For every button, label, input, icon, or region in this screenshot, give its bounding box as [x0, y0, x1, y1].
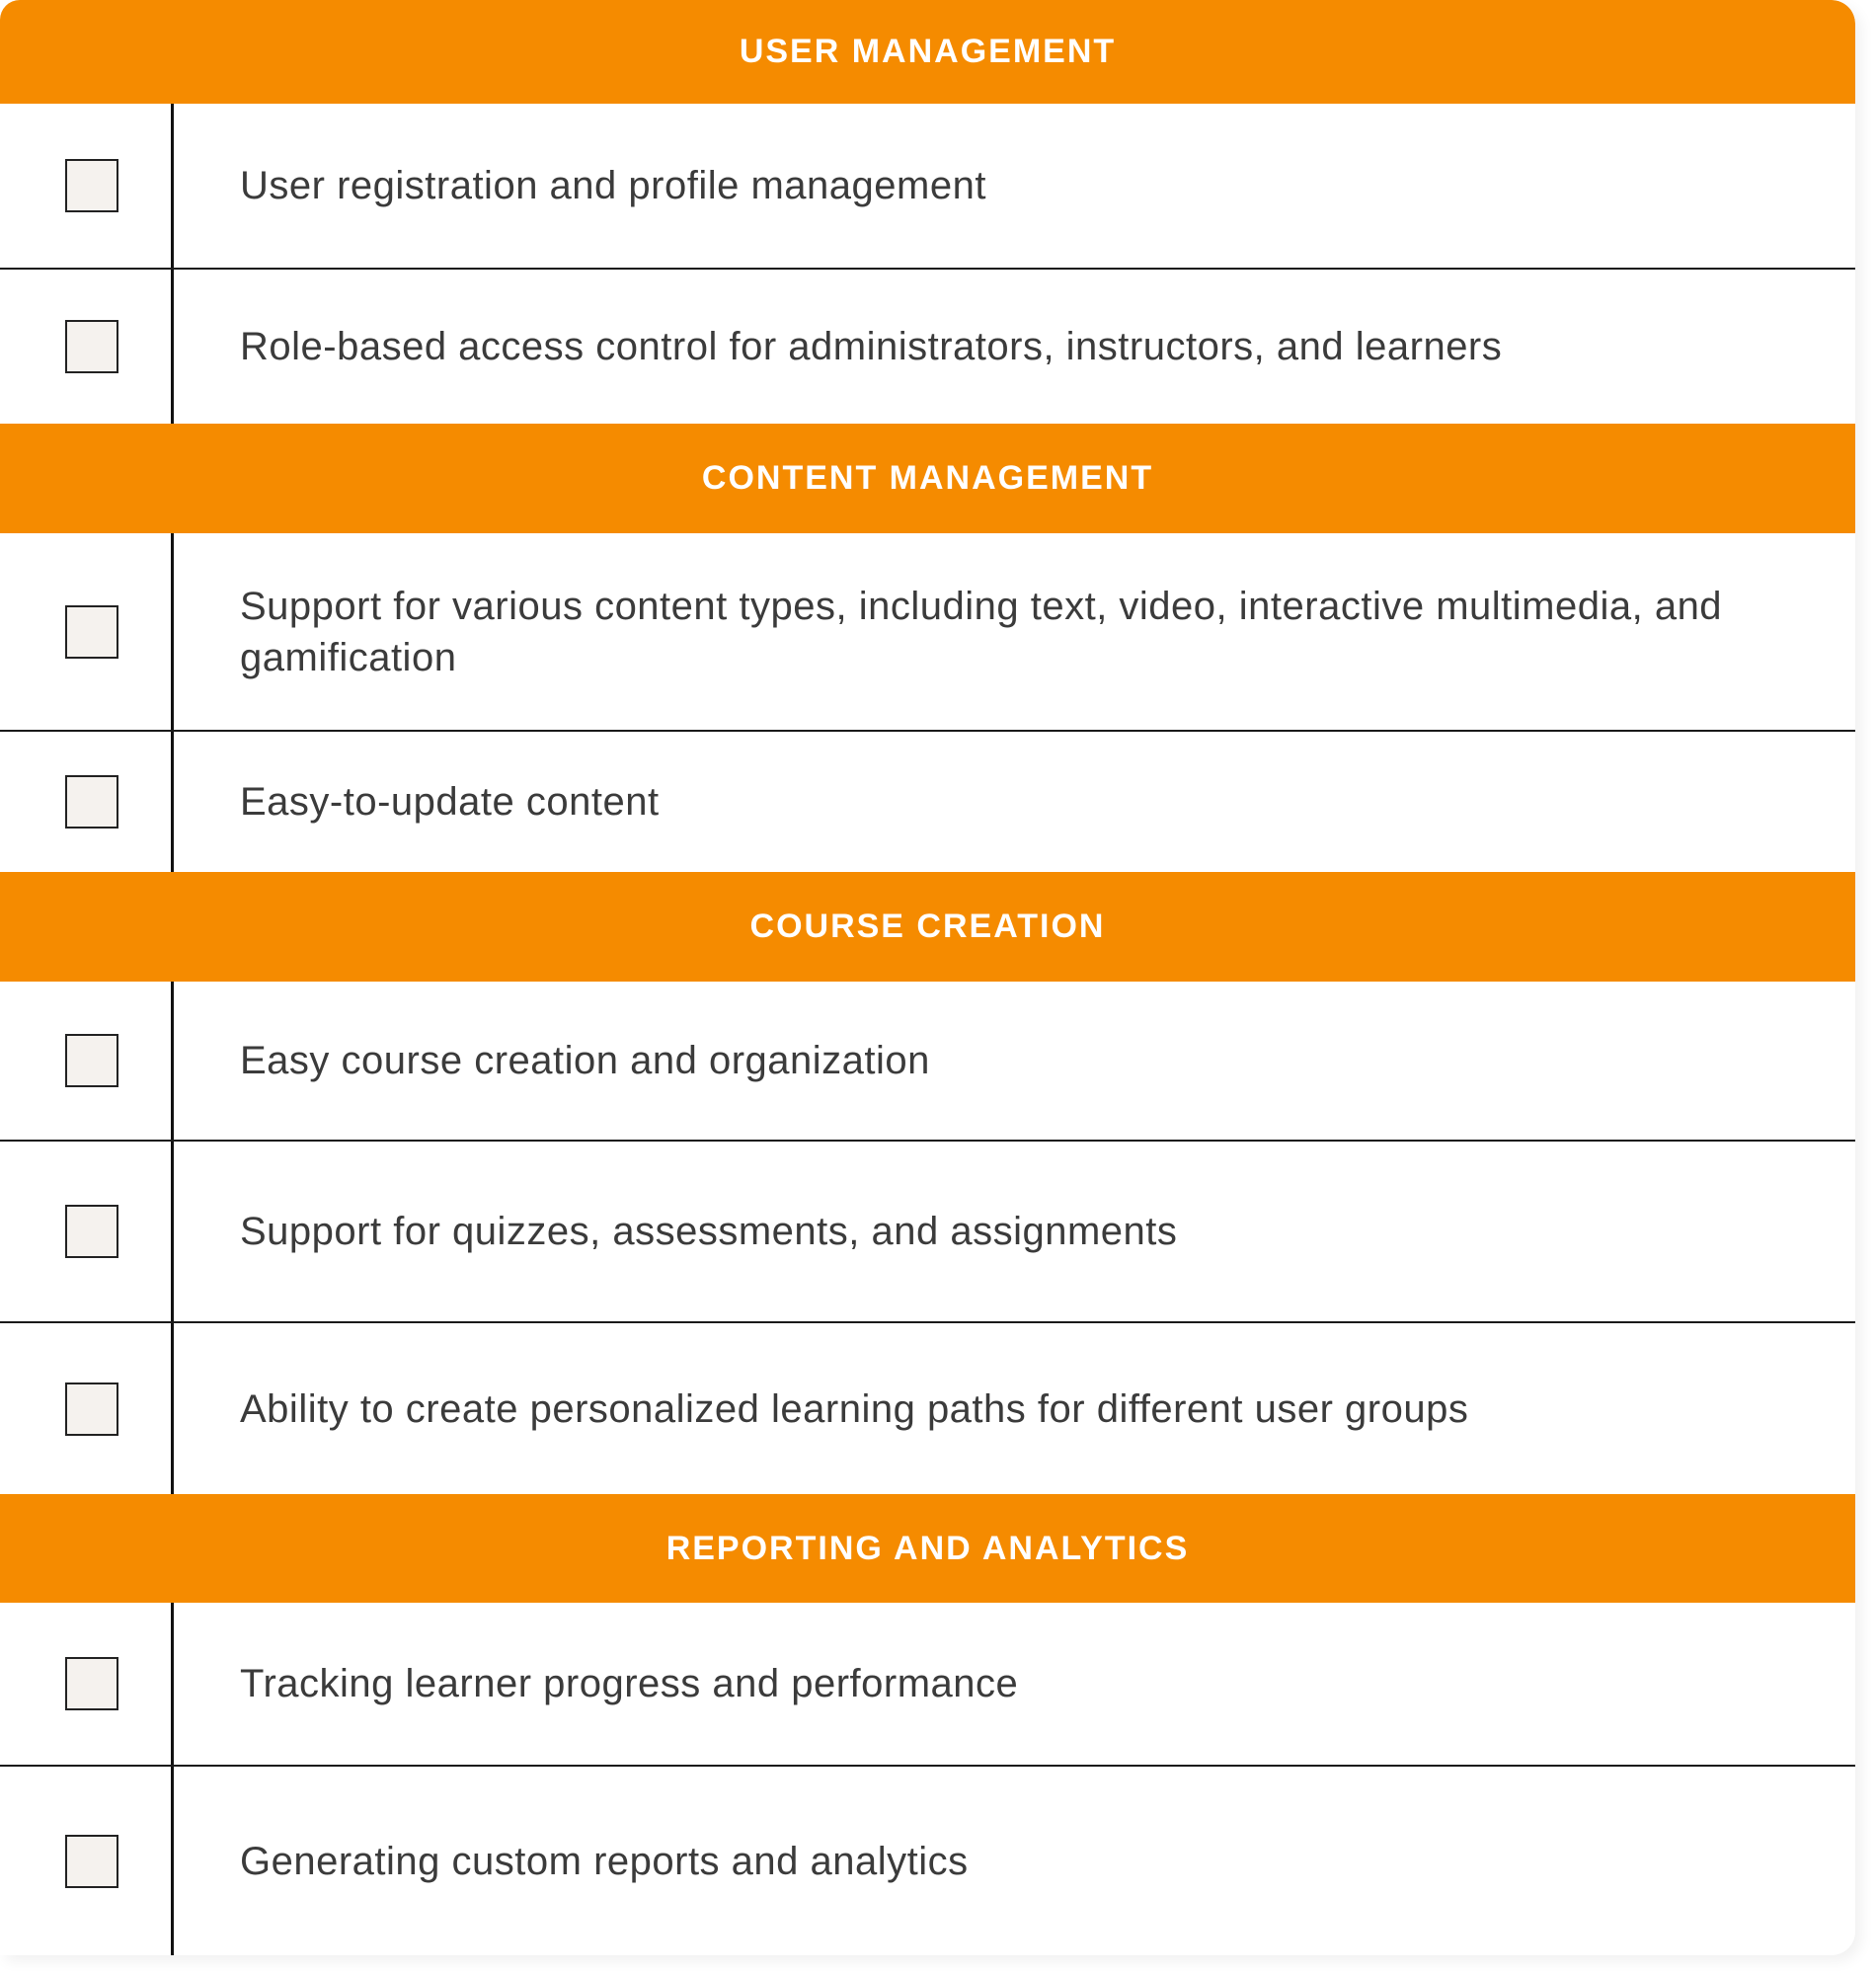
item-label: Ability to create personalized learning paths for different user groups [240, 1386, 1469, 1431]
checkbox[interactable] [65, 159, 118, 212]
checklist-row [0, 982, 1855, 1142]
item-label: Role-based access control for administrators, instructors, and learners [240, 325, 1503, 368]
item-label: Easy-to-update content [240, 780, 660, 824]
item-label: User registration and profile management [240, 164, 986, 207]
checkbox[interactable] [65, 1382, 118, 1436]
checkbox[interactable] [65, 1034, 118, 1087]
checkbox[interactable] [65, 1657, 118, 1710]
checklist-row [0, 1767, 1855, 1955]
checklist-row [0, 1323, 1855, 1494]
checklist-row [0, 533, 1855, 732]
item-label: Support for various content types, including text, video, interactive multimedia, and gamification [240, 584, 1723, 679]
section-header-reporting-analytics: REPORTING AND ANALYTICS [0, 1494, 1855, 1603]
checkbox[interactable] [65, 1835, 118, 1888]
checklist-row [0, 270, 1855, 424]
item-label: Support for quizzes, assessments, and assignments [240, 1210, 1178, 1253]
checkbox[interactable] [65, 775, 118, 829]
checklist-row [0, 1603, 1855, 1767]
checklist-row [0, 104, 1855, 270]
checkbox[interactable] [65, 1205, 118, 1258]
item-label: Tracking learner progress and performance [240, 1662, 1019, 1705]
section-header-course-creation: COURSE CREATION [0, 872, 1855, 982]
section-header-user-management: USER MANAGEMENT [0, 0, 1855, 104]
checkbox[interactable] [65, 605, 118, 659]
checklist-row [0, 1142, 1855, 1323]
item-label: Generating custom reports and analytics [240, 1839, 969, 1883]
checklist-row [0, 732, 1855, 872]
checkbox[interactable] [65, 320, 118, 373]
section-header-content-management: CONTENT MANAGEMENT [0, 424, 1855, 533]
item-label: Easy course creation and organization [240, 1039, 930, 1082]
